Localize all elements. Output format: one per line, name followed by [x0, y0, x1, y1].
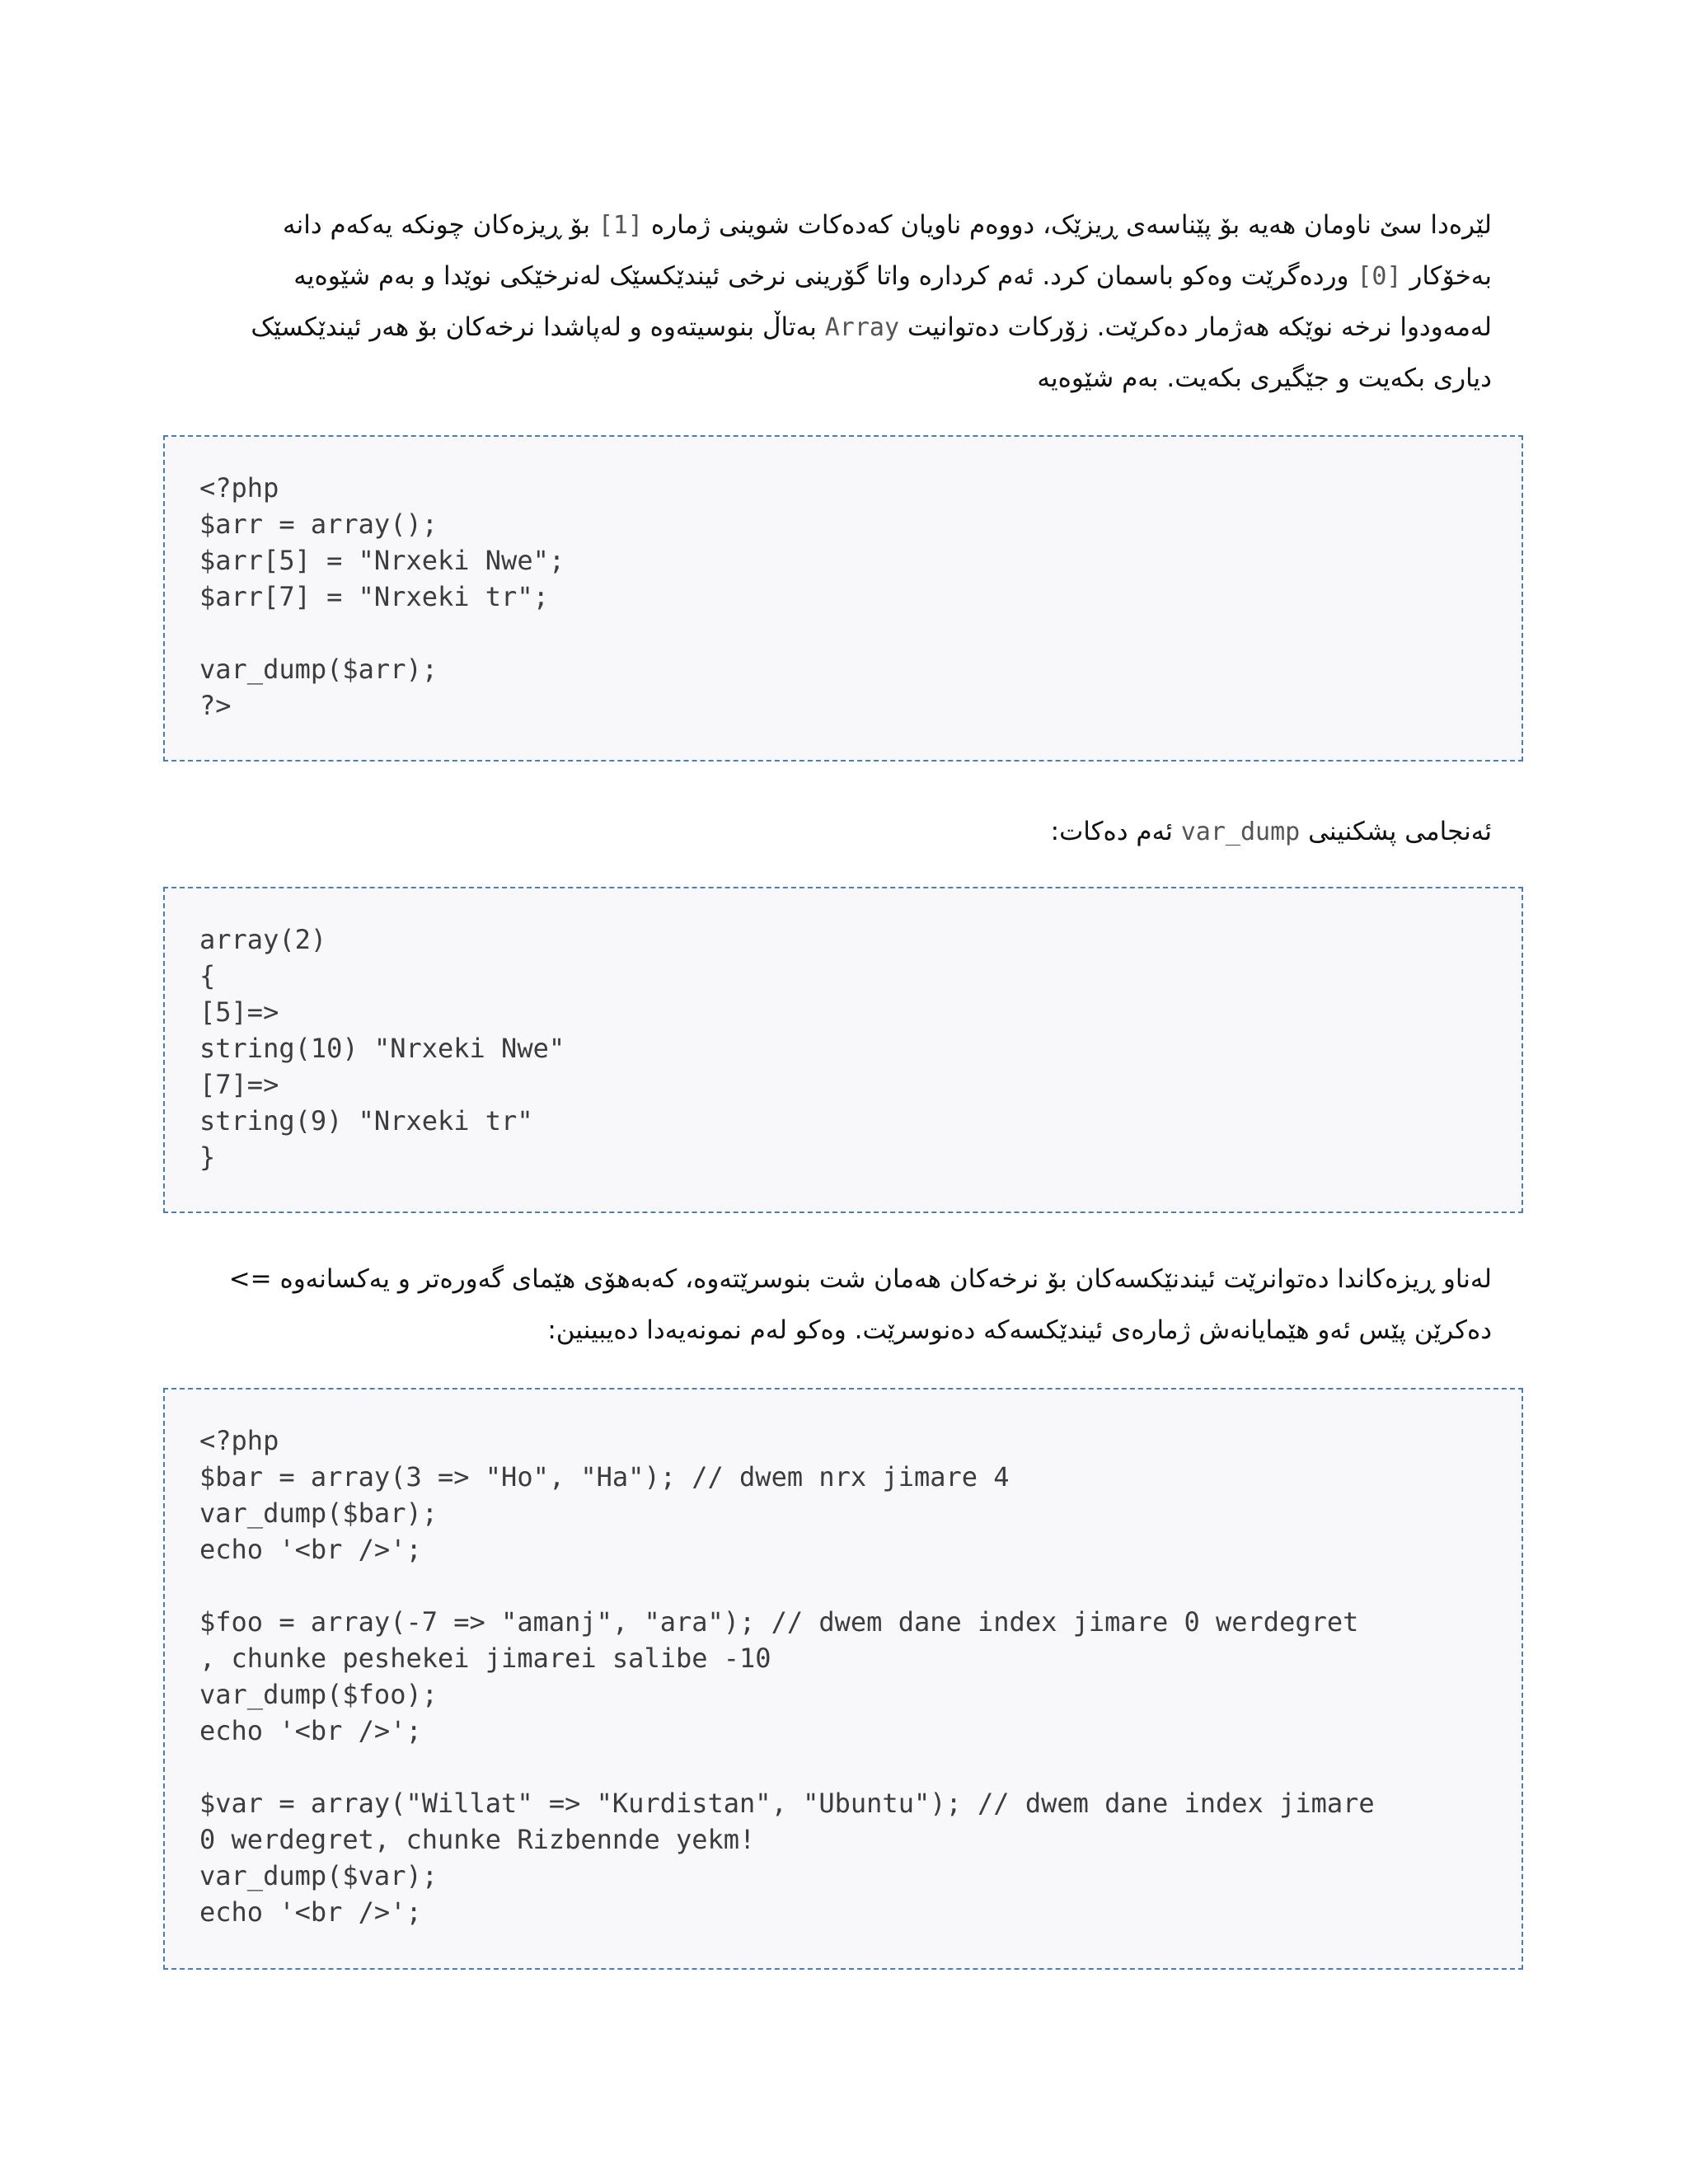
output-line: string(10) "Nrxeki Nwe" [199, 1033, 565, 1064]
intro-line-2: بەخۆکار [0] وردەگرێت وەکو باسمان کرد. ئەم کردارە واتا گۆرینی نرخی ئیندێکسێک لەنرخێکی نوێدا و بەم شێوەیە [293, 261, 1492, 291]
code-line: var_dump($arr); [199, 654, 438, 685]
code-line: , chunke peshekei jimarei salibe -10 [199, 1643, 771, 1674]
inline-code: [0] [1357, 262, 1402, 291]
code-line: $foo = array(-7 => "amanj", "ara"); // dwem dane index jimare 0 werdegret [199, 1606, 1359, 1638]
code-line: var_dump($var); [199, 1860, 438, 1891]
inline-code: var_dump [1180, 818, 1301, 846]
inline-code: Array [824, 313, 900, 342]
code-line: $arr[7] = "Nrxeki tr"; [199, 581, 549, 612]
code-line: <?php [199, 472, 279, 504]
intro-line-3: لەمەودوا نرخە نوێکە هەژمار دەکرێت. زۆرکات دەتوانیت Array بەتاڵ بنوسیتەوە و لەپاشدا نرخەکان بۆ هەر ئیندێکسێک [251, 312, 1492, 342]
output-line: { [199, 960, 216, 991]
code-line: 0 werdegret, chunke Rizbennde yekm! [199, 1824, 756, 1855]
output-line: [7]=> [199, 1069, 279, 1100]
code-line [199, 1568, 1489, 1604]
intro-line-4: دیاری بکەیت و جێگیری بکەیت. بەم شێوەیە [1037, 363, 1492, 393]
code-line [199, 1749, 1489, 1785]
output-line: string(9) "Nrxeki tr" [199, 1105, 533, 1137]
code-line: echo '<br />'; [199, 1896, 422, 1928]
output-line: array(2) [199, 924, 327, 955]
code-line [199, 615, 1489, 651]
index-line-1: لەناو ڕیزەکاندا دەتوانرێت ئیندنێکسەکان بۆ نرخەکان هەمان شت بنوسرێتەوە، کەبەهۆی هێمای گەورەتر و یەکسانەوە => [228, 1264, 1492, 1294]
code-line: $bar = array(3 => "Ho", "Ha"); // dwem nrx jimare 4 [199, 1461, 1010, 1493]
code-line: $arr[5] = "Nrxeki Nwe"; [199, 545, 565, 576]
code-line: var_dump($foo); [199, 1679, 438, 1710]
result-paragraph [206, 806, 1492, 857]
code-block [163, 435, 1523, 762]
output-line: [5]=> [199, 996, 279, 1028]
code-line: ?> [199, 690, 232, 721]
output-line: } [199, 1141, 216, 1173]
intro-line-1: لێرەدا سێ ناومان هەیە بۆ پێناسەی ڕیزێک، دووەم ناویان کەدەکات شوینی ژمارە [1] بۆ ڕیزەکان چونکە یەکەم دانە [283, 210, 1492, 240]
code-block [163, 1388, 1523, 1970]
intro-paragraph [206, 199, 1492, 404]
result-line: ئەنجامی پشکنینی var_dump ئەم دەکات: [1050, 817, 1492, 846]
code-line: $arr = array(); [199, 509, 438, 540]
inline-code: [1] [598, 211, 644, 240]
index-paragraph [206, 1254, 1492, 1356]
code-line: <?php [199, 1425, 279, 1456]
index-line-2: دەکرێن پێس ئەو هێمایانەش ژمارەی ئیندێکسەکە دەنوسرێت. وەکو لەم نمونەیەدا دەیبینین: [547, 1315, 1492, 1345]
code-line: echo '<br />'; [199, 1715, 422, 1746]
code-line: echo '<br />'; [199, 1534, 422, 1565]
output-block [163, 887, 1523, 1213]
code-line: var_dump($bar); [199, 1497, 438, 1529]
code-line: $var = array("Willat" => "Kurdistan", "Ubuntu"); // dwem dane index jimare [199, 1788, 1375, 1819]
